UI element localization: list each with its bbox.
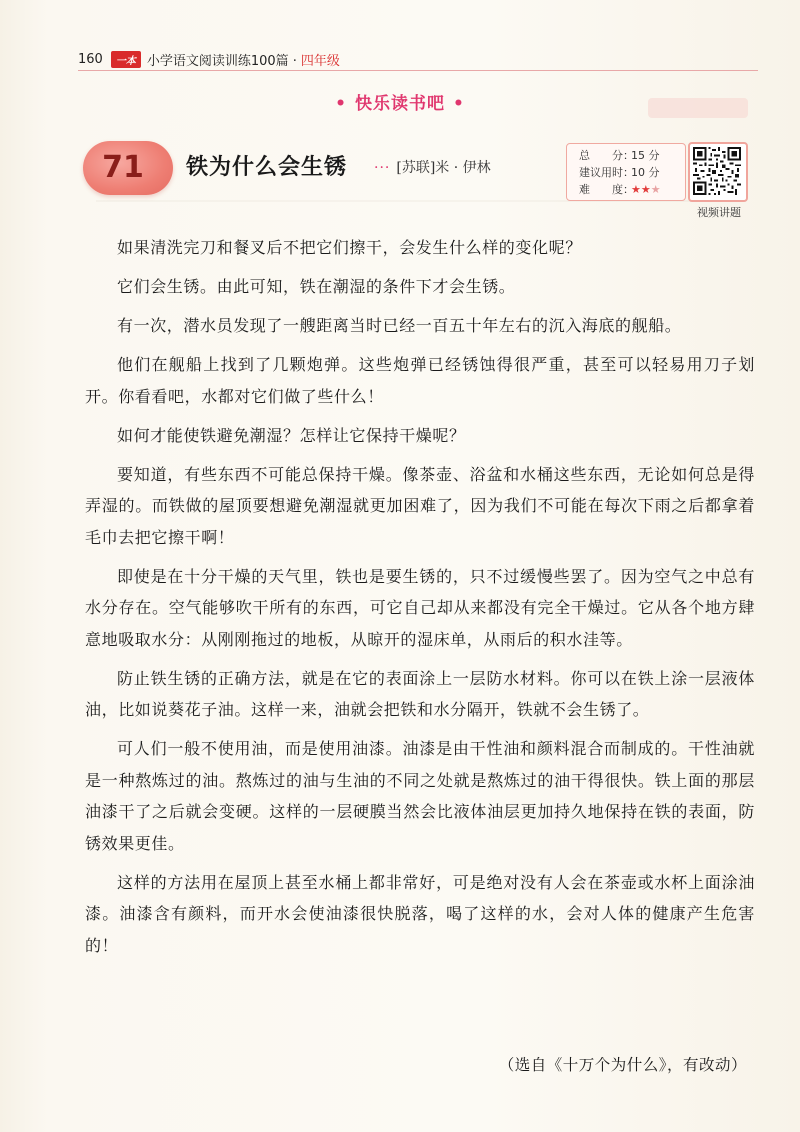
book-title: 小学语文阅读训练100篇 ·: [146, 54, 297, 69]
paragraph: 有一次，潜水员发现了一艘距离当时已经一百五十年左右的沉入海底的舰船。: [117, 316, 682, 335]
author-dots: ···: [374, 160, 391, 176]
difficulty-stars: [631, 183, 661, 196]
author-line: [374, 157, 491, 177]
paragraph: 即使是在十分干燥的天气里，铁也是要生锈的，只不过缓慢些罢了。因为空气之中总有水分存在。空气能够吹干所有的东西，可它自己却从来都没有完全干燥过。它从各个地方肆意地吸取水分：从刚刚拖过的地板，从晾开的湿床单，从雨后的积水洼等。: [85, 566, 755, 649]
suggested-time-row: [579, 164, 660, 180]
total-score-row: [579, 147, 660, 163]
paragraph: 防止铁生锈的正确方法，就是在它的表面涂上一层防水材料。你可以在铁上涂一层液体油，比如说葵花子油。这样一来，油就会把铁和水分隔开，铁就不会生锈了。: [85, 668, 755, 719]
star-on-icon: ★★: [631, 183, 651, 196]
suggested-time-label: 建议用时：: [579, 166, 634, 179]
paragraph: 可人们一般不使用油，而是使用油漆。油漆是由干性油和颜料混合而制成的。干性油就是一种熬炼过的油。熬炼过的油与生油的不同之处就是熬炼过的油干得很快。铁上面的那层油漆干了之后就会变硬。这样的一层硬膜当然会比液体油层更加持久地保持在铁的表面，防锈效果更佳。: [85, 739, 755, 853]
paragraph: 如果清洗完刀和餐叉后不把它们擦干，会发生什么样的变化呢？: [117, 238, 582, 257]
total-score-value: 15 分: [631, 149, 660, 162]
suggested-time-value: 10 分: [631, 166, 660, 179]
paragraph: 他们在舰船上找到了几颗炮弹。这些炮弹已经锈蚀得很严重，甚至可以轻易用刀子划开。你看看吧，水都对它们做了些什么！: [85, 355, 755, 406]
difficulty-label: 难 度：: [579, 183, 634, 196]
star-off-icon: ★: [650, 183, 661, 196]
article-title: 铁为什么会生锈: [186, 155, 348, 180]
header-rule: [78, 70, 758, 71]
section-title: 快乐读书吧: [355, 94, 445, 114]
paragraph: 这样的方法用在屋顶上甚至水桶上都非常好，可是绝对没有人会在茶壶或水杯上面涂油漆。油漆含有颜料，而开水会使油漆很快脱落，喝了这样的水，会对人体的健康产生危害的！: [85, 872, 755, 955]
grade-label: 四年级: [300, 54, 340, 69]
qr-code-icon[interactable]: [693, 147, 741, 195]
article-body: [85, 232, 755, 969]
score-info-box: [566, 143, 686, 201]
running-head: [78, 50, 340, 69]
paragraph: 如何才能使铁避免潮湿？怎样让它保持干燥呢？: [117, 425, 466, 445]
page-number: 160: [78, 52, 103, 67]
banner-dot-left: •: [335, 94, 347, 114]
paragraph: 它们会生锈。由此可知，铁在潮湿的条件下才会生锈。: [117, 277, 516, 296]
author-name: [苏联]米 · 伊林: [396, 160, 491, 176]
banner-dot-right: •: [453, 94, 465, 114]
paragraph: 要知道，有些东西不可能总保持干燥。像茶壶、浴盆和水桶这些东西，无论如何总是得弄湿的。而铁做的屋顶要想避免潮湿就更加困难了，因为我们不可能在每次下雨之后都拿着毛巾去把它擦干啊！: [85, 464, 755, 547]
total-score-label: 总 分：: [579, 149, 634, 162]
source-citation: （选自《十万个为什么》，有改动）: [498, 1056, 747, 1074]
difficulty-row: [579, 181, 661, 197]
section-banner: [0, 89, 800, 114]
article-number: 71: [102, 150, 144, 185]
qr-caption: 视频讲题: [697, 206, 741, 219]
brand-logo: 一本: [111, 51, 141, 68]
